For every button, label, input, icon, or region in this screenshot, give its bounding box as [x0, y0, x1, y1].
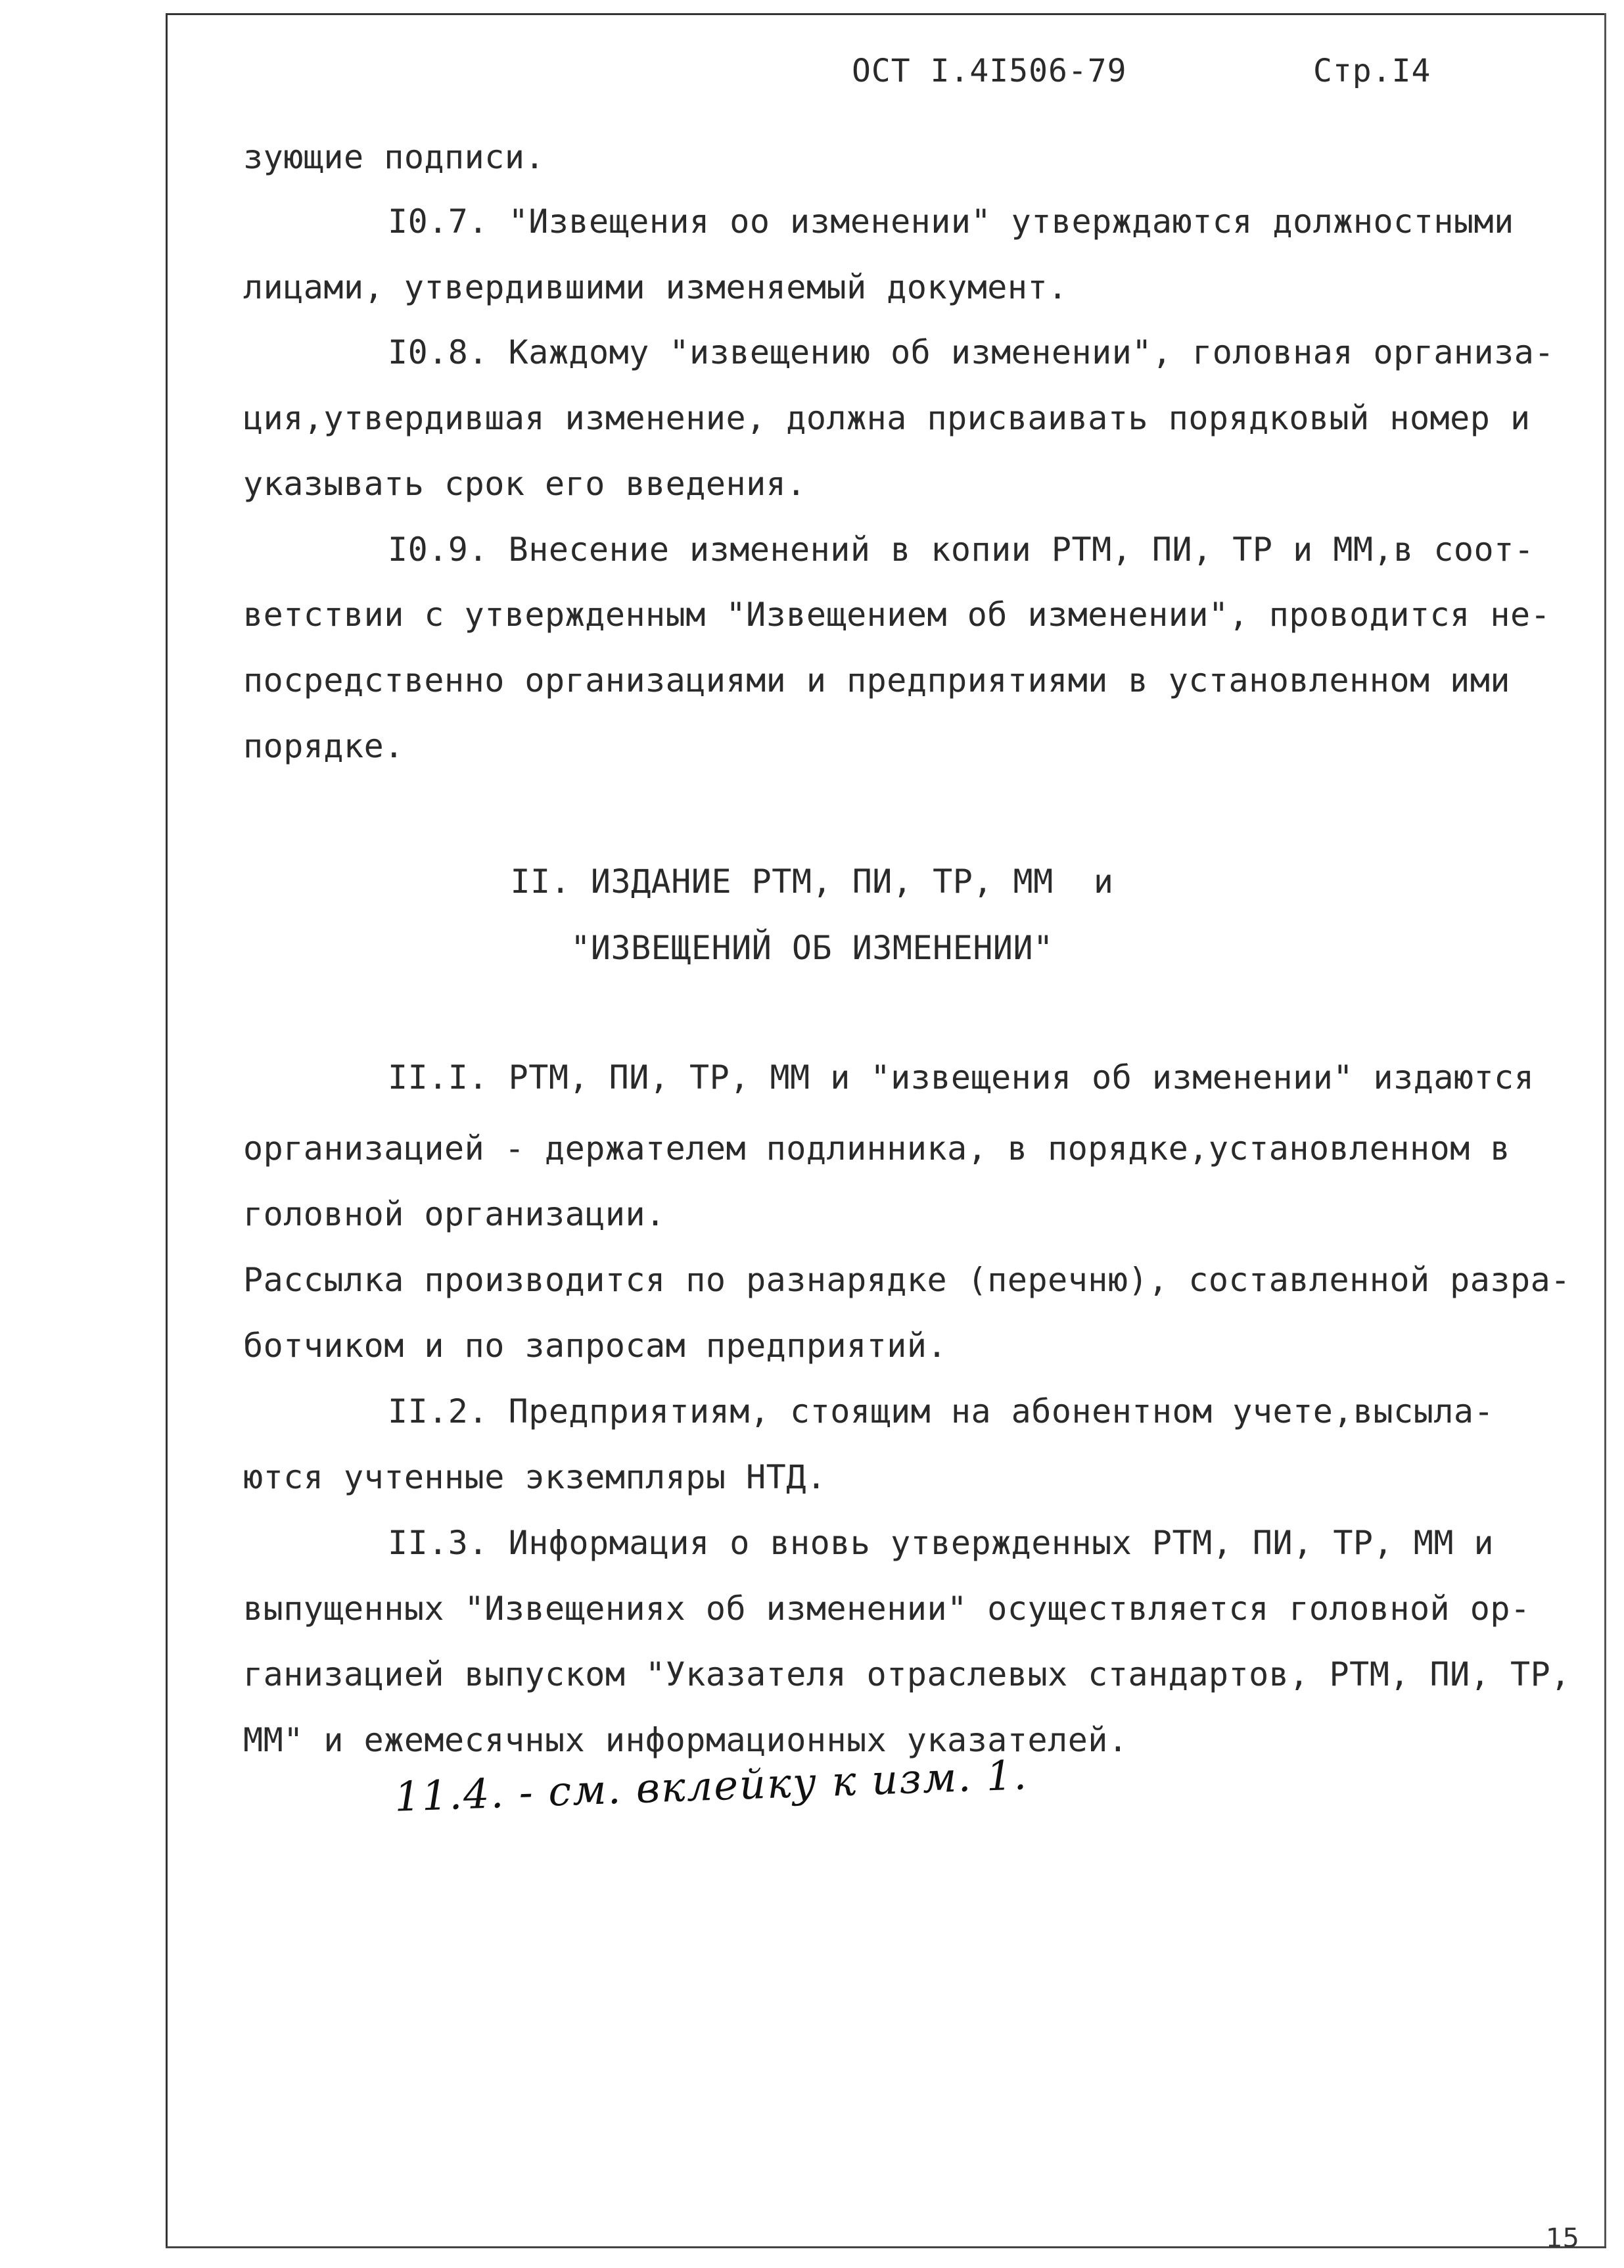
section-line: выпущенных "Извещениях об изменении" осуществляется головной ор- [243, 1590, 1531, 1628]
body-line: I0.8. Каждому "извещению об изменении", головная организа- [388, 333, 1554, 371]
section-line: ботчиком и по запросам предприятий. [243, 1327, 948, 1365]
body-line: I0.9. Внесение изменений в копии РТМ, ПИ, ТР и ММ,в соот- [388, 531, 1535, 569]
page-label: Стр.I4 [1313, 53, 1431, 89]
border-right [1604, 13, 1606, 2248]
body-line: ция,утвердившая изменение, должна присваивать порядковый номер и [243, 399, 1531, 437]
body-line: посредственно организациями и предприятиями в установленном ими [243, 661, 1510, 699]
document-code: ОСТ I.4I506-79 [852, 53, 1127, 89]
section-line: ганизацией выпуском "Указателя отраслевых стандартов, РТМ, ПИ, ТР, [243, 1655, 1571, 1693]
section-line: II.I. РТМ, ПИ, ТР, ММ и "извещения об изменении" издаются [388, 1058, 1535, 1097]
section-line: II.2. Предприятиям, стоящим на абонентном учете,высыла- [388, 1392, 1495, 1430]
body-line: порядке. [243, 727, 404, 765]
body-line: зующие подписи. [243, 138, 545, 176]
border-bottom [166, 2246, 1606, 2248]
section-line: II.3. Информация о вновь утвержденных РТМ, ПИ, ТР, ММ и [388, 1524, 1495, 1562]
border-top [166, 13, 1606, 15]
section-line: ММ" и ежемесячных информационных указателей. [243, 1721, 1128, 1759]
body-line: указывать срок его введения. [243, 465, 806, 503]
section-line: головной организации. [243, 1195, 666, 1233]
border-left [166, 13, 168, 2248]
section-line: Рассылка производится по разнарядке (перечню), составленной разра- [243, 1261, 1571, 1299]
section-title-line2: "ИЗВЕЩЕНИЙ ОБ ИЗМЕНЕНИИ" [570, 929, 1054, 967]
section-line: ются учтенные экземпляры НТД. [243, 1458, 827, 1496]
handwritten-note: 11.4. - см. вклейку к изм. 1. [394, 1751, 1029, 1821]
body-line: ветствии с утвержденным "Извещением об изменении", проводится не- [243, 596, 1551, 634]
section-title-line1: II. ИЗДАНИЕ РТМ, ПИ, ТР, ММ и [510, 862, 1114, 901]
body-line: лицами, утвердившими изменяемый документ. [243, 268, 1068, 306]
page-number: 15 [1546, 2223, 1579, 2254]
body-line: I0.7. "Извещения оо изменении" утверждаются должностными [388, 202, 1514, 241]
section-line: организацией - держателем подлинника, в порядке,установленном в [243, 1129, 1510, 1168]
